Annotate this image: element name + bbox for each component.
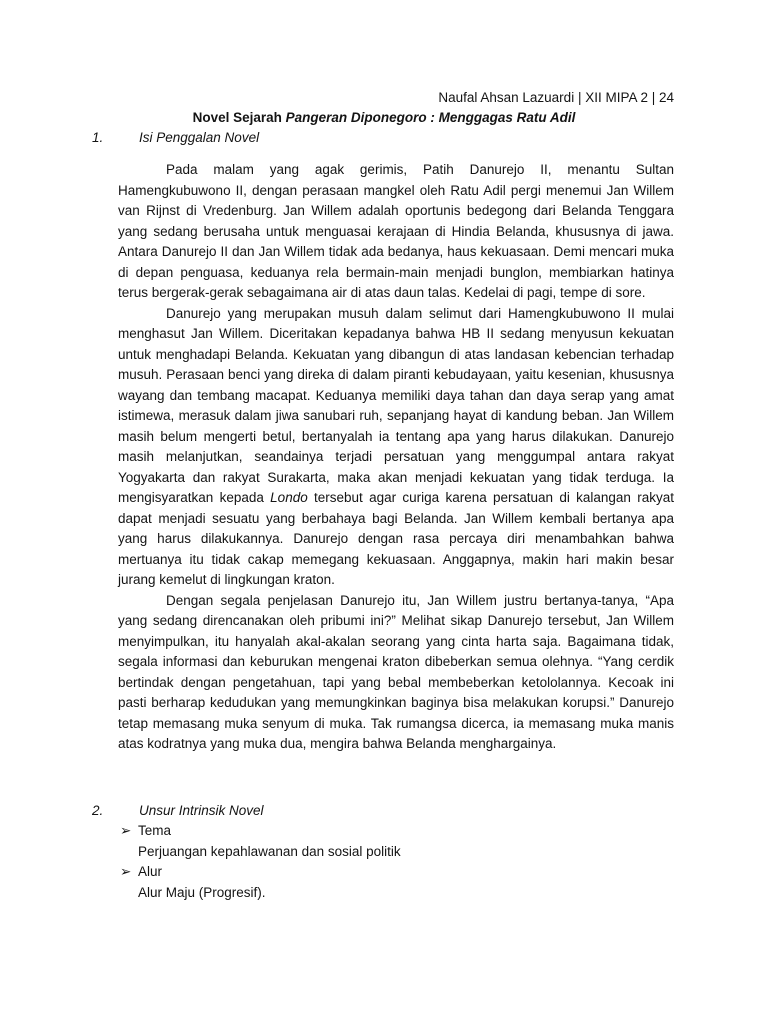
novel-excerpt — [118, 160, 674, 755]
title-prefix: Novel Sejarah — [192, 110, 286, 125]
item-label: Alur — [138, 864, 163, 879]
paragraph-1: Pada malam yang agak gerimis, Patih Danurejo II, menantu Sultan Hamengkubuwono II, dengan perasaan mangkel oleh Ratu Adil pergi menemui Jan Willem van Rijnst di Vredenburg. Jan Willem adalah oportunis bedegong dari Belanda Tenggara yang sedang berusaha untuk menguasai kerajaan di Hindia Belanda, khususnya di jawa. Antara Danurejo II dan Jan Willem tidak ada bedanya, haus kekuasaan. Demi mencari muka di depan penguasa, keduanya rela bermain-main menjadi bunglon, membiarkan hatinya terus bergerak-gerak sebagaimana air di atas daun talas. Kedelai di pagi, tempe di sore. — [118, 162, 674, 300]
section-1-number: 1. — [92, 130, 104, 145]
paragraph-2-part-1: Danurejo yang merupakan musuh dalam selimut dari Hamengkubuwono II mulai menghasut Jan Willem. Diceritakan kepadanya bahwa HB II sedang menyusun kekuatan untuk menghadapi Belanda. Kekuatan yang dibangun di atas landasan kebencian terhadap musuh. Perasaan benci yang direka di dalam piranti kebudayaan, yaitu kesenian, khususnya wayang dan tembang macapat. Keduanya memiliki daya tahan dan daya serap yang amat istimewa, merasuk dalam jiwa sanubari ruh, sepanjang hayat di kandung beban. Jan Willem masih belum mengerti betul, bertanyalah ia tentang apa yang harus dilakukan. Danurejo masih melanjutkan, seandainya terjadi persatuan yang menggumpal antara rakyat Yogyakarta dan rakyat Surakarta, maka akan menjadi kekuatan yang tidak terduga. Ia mengisyaratkan kepada — [118, 305, 674, 505]
paragraph-3: Dengan segala penjelasan Danurejo itu, Jan Willem justru bertanya-tanya, “Apa yang sedang direncanakan oleh pribumi ini?” Melihat sikap Danurejo tersebut, Jan Willem menyimpulkan, itu hanyalah akal-akalan seorang yang cinta harta saja. Bagaimana tidak, segala informasi dan keburukan mengenai kraton dibeberkan semua olehnya. “Yang cerdik bertindak dengan pengetahuan, tapi yang bebal membeberkan ketololannya. Kecoak ini pasti berharap kedudukan yang memungkinkan baginya bisa melakukan korupsi.” Danurejo tetap memasang muka senyum di muka. Tak rumangsa dicerca, ia memasang muka manis atas kodratnya yang muka dua, mengira bahwa Belanda menghargainya. — [118, 592, 674, 751]
book-title: Pangeran Diponegoro : Menggagas Ratu Adil — [285, 110, 576, 125]
author-line: Naufal Ahsan Lazuardi | XII MIPA 2 | 24 — [438, 90, 674, 105]
item-label: Tema — [138, 823, 172, 838]
section-1-heading — [92, 128, 259, 148]
paragraph-2 — [118, 304, 674, 591]
document-title — [0, 108, 768, 128]
italic-term-londo: Londo — [270, 490, 308, 505]
section-2-title: Unsur Intrinsik Novel — [139, 803, 264, 818]
list-item-alur — [120, 862, 162, 882]
section-2-heading — [92, 801, 264, 821]
section-1-title: Isi Penggalan Novel — [139, 130, 260, 145]
paragraph-2-part-2: tersebut agar curiga karena persatuan di kalangan rakyat dapat menjadi sesuatu yang berbahaya bagi Belanda. Jan Willem kembali bertanya apa yang harus dilakukannya. Danurejo dengan rasa percaya diri menambahkan bahwa mertuanya itu tidak cakap memegang kekuasaan. Anggapnya, makin hari makin besar jurang kemelut di lingkungan kraton. — [118, 490, 674, 587]
item-value: Alur Maju (Progresif). — [138, 885, 266, 900]
list-item-tema — [120, 821, 171, 841]
section-2-number: 2. — [92, 803, 104, 818]
item-value: Perjuangan kepahlawanan dan sosial politik — [138, 844, 401, 859]
arrow-bullet-icon: ➢ — [120, 823, 132, 838]
arrow-bullet-icon: ➢ — [120, 864, 132, 879]
